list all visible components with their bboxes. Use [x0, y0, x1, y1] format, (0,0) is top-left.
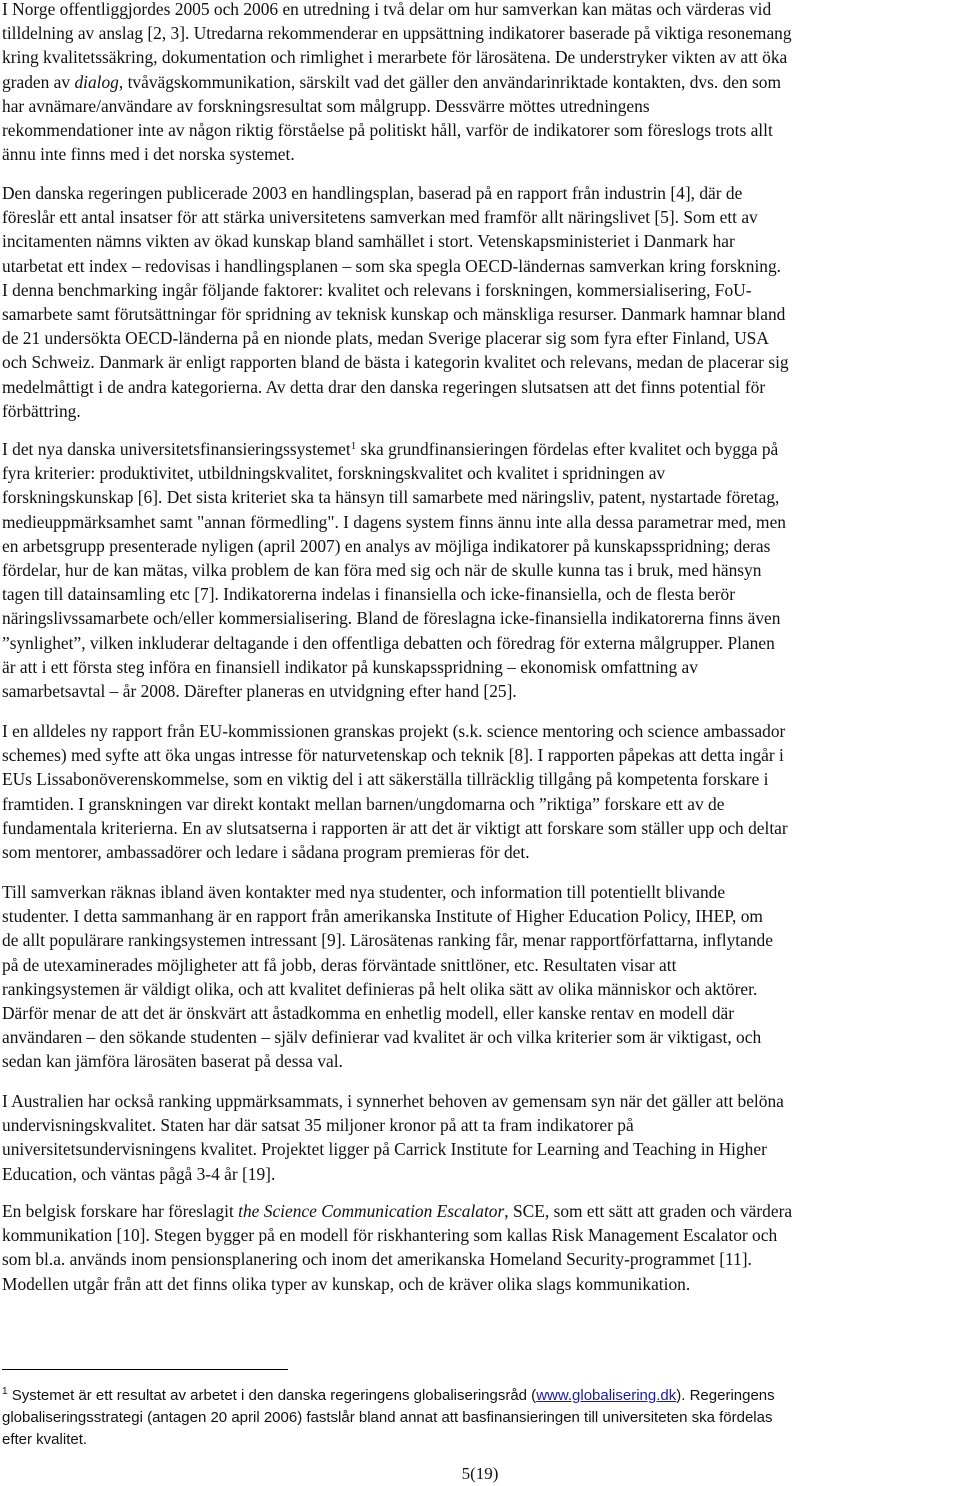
paragraph-ranking-ihep	[2, 880, 954, 1074]
text-line: näringslivssamarbete och/eller kommersialisering. Bland de föreslagna icke-finansiella indikatorerna finns även	[2, 608, 781, 629]
text-line: tilldelning av anslag [2, 3]. Utredarna rekommenderar en uppsättning indikatorer baserade på viktiga resonemang	[2, 23, 792, 44]
text-line: rankingsystemen är väldigt olika, och att kvalitet definieras på helt olika sätt av olika människor och aktörer.	[2, 978, 758, 999]
text-span: Systemet är ett resultat av arbetet i den danska regeringens globaliseringsråd (	[7, 1387, 537, 1404]
text-line	[2, 437, 954, 461]
text-line: har avnämare/användare av forskningsresultat som målgrupp. Dessvärre möttes utredningens	[2, 95, 650, 116]
page-number: 5(19)	[461, 1464, 499, 1483]
text-line: på de utexaminerades möjligheter att få jobb, deras förväntade snittlöner, etc. Resultaten visar att	[2, 954, 677, 975]
text-line: kring kvalitetssäkring, dokumentation och rimlighet i merarbete för lärosätena. De understryker vikten av att öka	[2, 47, 788, 68]
text-line: de allt populärare rankingsystemen intressant [9]. Lärosätenas ranking får, menar rapportförfattarna, inflytande	[2, 930, 773, 951]
text-line: och Schweiz. Danmark är enligt rapporten bland de bästa i kategorin kvalitet och relevans, medan de placerar sig	[2, 352, 789, 373]
text-line: fyra kriterier: produktivitet, utbildningskvalitet, forskningskvalitet och kvalitet i spridningen av	[2, 463, 666, 484]
text-line	[2, 1199, 954, 1223]
text-line: är att i ett första steg införa en finansiell indikator på kunskapsspridning – ekonomisk omfattning av	[2, 656, 698, 677]
footnote-line: globaliseringsstrategi (antagen 20 april 2006) fastslår bland annat att basfinansieringen till universiteten ska fördelas	[2, 1409, 773, 1427]
text-line	[2, 70, 954, 94]
text-line: Modellen utgår från att det finns olika typer av kunskap, och de kräver olika slags kommunikation.	[2, 1273, 691, 1294]
text-line: fördelar, hur de kan mätas, vilka problem de kan föra med sig och när de skulle kunna tas i bruk, med hänsyn	[2, 560, 762, 581]
text-line: som bl.a. används inom pensionsplanering och inom det amerikanska Homeland Security-programmet [11].	[2, 1249, 752, 1270]
text-line: rekommendationer inte av någon riktig förståelse på politiskt håll, varför de indikatorer som föreslogs trots allt	[2, 120, 773, 141]
text-line: I denna benchmarking ingår följande faktorer: kvalitet och relevans i forskningen, kommersialisering, FoU-	[2, 279, 752, 300]
text-line: EUs Lissabonöverenskommelse, som en viktig del i att säkerställa tillräcklig tillgång på kompetenta forskare i	[2, 769, 769, 790]
text-line: som mentorer, ambassadörer och ledare i sådana program premieras för det.	[2, 842, 530, 863]
footnote-line	[2, 1381, 954, 1407]
text-line: I Australien har också ranking uppmärksammats, i synnerhet behoven av gemensam syn när det gäller att belöna	[2, 1091, 784, 1111]
paragraph-danish-funding	[2, 437, 954, 703]
text-line: Education, och väntas pågå 3-4 år [19].	[2, 1163, 276, 1184]
text-line: medelmåttigt i de andra kategorierna. Av detta drar den danska regeringen slutsatsen att det finns potential för	[2, 376, 766, 397]
paragraph-belgium-sce	[2, 1199, 954, 1296]
text-span: graden av	[2, 71, 75, 92]
paragraph-eu-report	[2, 719, 954, 864]
text-line: I en alldeles ny rapport från EU-kommissionen granskas projekt (s.k. science mentoring och science ambassador	[2, 721, 786, 741]
text-line: undervisningskvalitet. Staten har där satsat 35 miljoner kronor på att ta fram indikatorer på	[2, 1115, 634, 1136]
paragraph-denmark-plan	[2, 181, 954, 423]
text-span: ska grundfinansieringen fördelas efter kvalitet och bygga på	[356, 439, 779, 459]
footnote-mark: 1	[2, 1386, 8, 1397]
text-line: forskningskunskap [6]. Det sista kriteriet ska ta hänsyn till samarbete med näringsliv, patent, nystartade företag,	[2, 487, 780, 508]
text-line: samarbete samt förutsättningar för spridning av teknisk kunskap och mänskliga resurser. Danmark hamnar bland	[2, 304, 786, 325]
text-line: de 21 undersökta OECD-länderna på en nionde plats, medan Sverige placerar sig som fyra efter Finland, USA	[2, 328, 769, 349]
text-line: studenter. I detta sammanhang är en rapport från amerikanska Institute of Higher Education Policy, IHEP, om	[2, 906, 763, 927]
text-line: användaren – den sökande studenten – själv definierar vad kvalitet är och vilka kriterier som är viktigast, och	[2, 1027, 762, 1048]
footnote-reference[interactable]: 1	[350, 440, 357, 452]
text-line: Till samverkan räknas ibland även kontakter med nya studenter, och information till potentiellt blivande	[2, 882, 726, 902]
text-span: I det nya danska universitetsfinansieringssystemet	[2, 439, 351, 459]
globalisering-link[interactable]: www.globalisering.dk	[536, 1387, 677, 1404]
text-line: kommunikation [10]. Stegen bygger på en modell för riskhantering som kallas Risk Management Escalator och	[2, 1225, 778, 1246]
footnote-divider	[2, 1369, 288, 1370]
text-line: universitetsundervisningens kvalitet. Projektet ligger på Carrick Institute for Learning and Teaching in Higher	[2, 1139, 767, 1160]
text-line: incitamenten nämns vikten av ökad kunskap bland samhället i stort. Vetenskapsministeriet i Danmark har	[2, 231, 735, 252]
text-line: utarbetat ett index – redovisas i handlingsplanen – som ska spegla OECD-ländernas samverkan kring forskning.	[2, 255, 782, 276]
footnote-line: efter kvalitet.	[2, 1431, 88, 1449]
text-span: , tvåvägskommunikation, särskilt vad det gäller den användarinriktade kontakten, dvs. den som	[118, 71, 782, 92]
text-line: medieuppmärksamhet samt "annan förmedling". I dagens system finns ännu inte alla dessa parametrar med, men	[2, 511, 786, 532]
footnote	[2, 1381, 954, 1452]
text-span: En belgisk forskare har föreslagit	[2, 1201, 239, 1221]
text-line: förbättring.	[2, 400, 81, 421]
text-line: tagen till datainsamling etc [7]. Indikatorerna indelas i finansiella och icke-finansiella, och de flesta berör	[2, 584, 736, 605]
text-line: Den danska regeringen publicerade 2003 en handlingsplan, baserad på en rapport från industrin [4], där de	[2, 183, 743, 203]
text-line: framtiden. I granskningen var direkt kontakt mellan barnen/ungdomarna och ”riktiga” forskare ett av de	[2, 793, 725, 814]
text-line: fundamentala kriterierna. En av slutsatserna i rapporten är att det är viktigt att forskare som ställer upp och deltar	[2, 817, 788, 838]
text-line: föreslår ett antal insatser för att stärka universitetens samverkan med framför allt näringslivet [5]. Som ett av	[2, 207, 758, 228]
text-line: samarbetsavtal – år 2008. Därefter planeras en utvidgning efter hand [25].	[2, 681, 517, 702]
text-line: schemes) med syfte att öka ungas intresse för naturvetenskap och teknik [8]. I rapporten påpekas att detta ingår i	[2, 745, 784, 766]
paragraph-australia	[2, 1089, 954, 1186]
text-line: en arbetsgrupp presenterade nyligen (april 2007) en analys av möjliga indikatorer på kunskapsspridning; deras	[2, 535, 771, 556]
italic-term: dialog	[74, 71, 119, 92]
text-line: ännu inte finns med i det norska systemet.	[2, 144, 295, 165]
text-span: ). Regeringens	[676, 1387, 775, 1404]
text-span: , SCE, som ett sätt att graden och värdera	[504, 1201, 793, 1221]
text-line: sedan kan jämföra lärosäten baserat på dessa val.	[2, 1051, 343, 1072]
text-line: ”synlighet”, vilken inkluderar deltagande i den offentliga debatten och föredrag för externa målgrupper. Planen	[2, 632, 775, 653]
text-line: Därför menar de att det är önskvärt att åstadkomma en enhetlig modell, eller kanske rentav en modell där	[2, 1003, 735, 1024]
paragraph-norway	[2, 0, 954, 166]
italic-term: the Science Communication Escalator	[238, 1201, 505, 1221]
text-line: I Norge offentliggjordes 2005 och 2006 en utredning i två delar om hur samverkan kan mätas och värderas vid	[2, 0, 772, 19]
